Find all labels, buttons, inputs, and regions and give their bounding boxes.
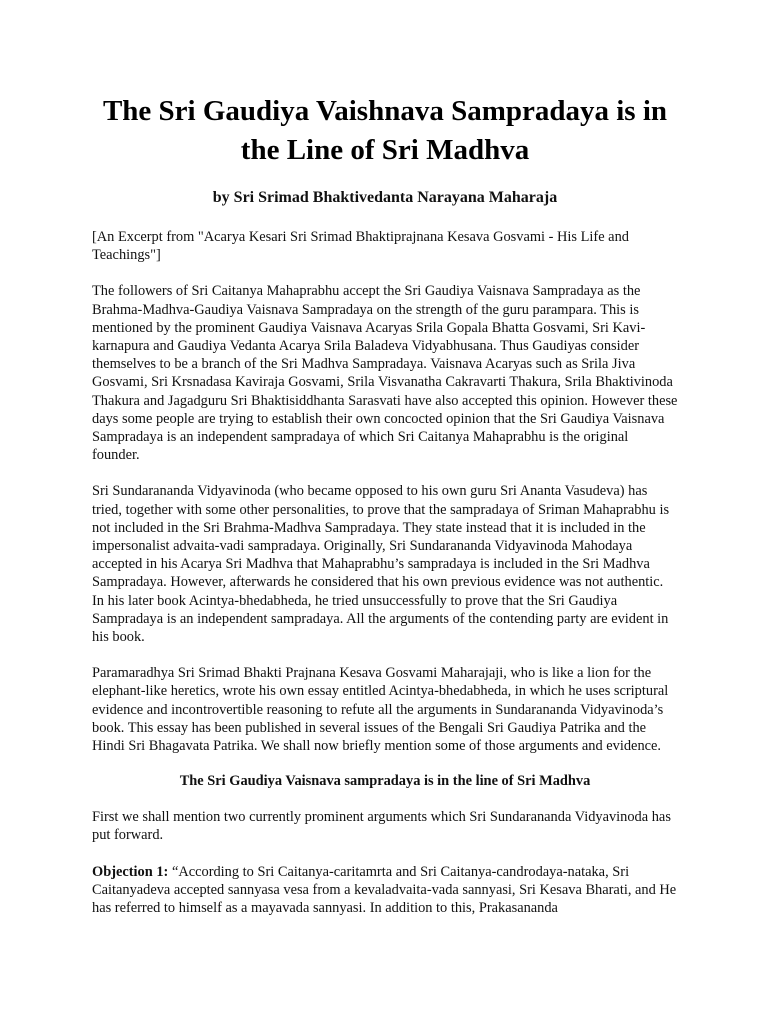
excerpt-note: [An Excerpt from "Acarya Kesari Sri Srimad Bhaktiprajnana Kesava Gosvami - His Life and Teachings"] — [92, 229, 629, 264]
section-intro: First we shall mention two currently prominent arguments which Sri Sundarananda Vidyavinoda has put forward. — [92, 809, 671, 844]
body-paragraph-2: Sri Sundarananda Vidyavinoda (who became opposed to his own guru Sri Ananta Vasudeva) has tried, together with some other personalities, to prove that the sampradaya of Sriman Mahaprabhu is not included in the Sri Brahma-Madhva Sampradaya. They state instead that it is included in the impersonalist advaita-vadi sampradaya. Originally, Sri Sundarananda Vidyavinoda Mahodaya accepted in his Acarya Sri Madhva that Mahaprabhu’s sampradaya is included in the Sri Madhva Sampradaya. However, afterwards he considered that his own previous evidence was not authentic. In his later book Acintya-bhedabheda, he tried unsuccessfully to prove that the Sri Gaudiya Sampradaya is an independent sampradaya. All the arguments of the contending party are evident in his book. — [92, 483, 670, 646]
objection-paragraph — [92, 863, 678, 918]
section-heading: The Sri Gaudiya Vaisnava sampradaya is in the line of Sri Madhva — [179, 773, 591, 790]
body-paragraph-1: The followers of Sri Caitanya Mahaprabhu accept the Sri Gaudiya Vaisnava Sampradaya as the Brahma-Madhva-Gaudiya Vaisnava Sampradaya on the strength of the guru parampara. This is mentioned by the prominent Gaudiya Vaisnava Acaryas Srila Gopala Bhatta Gosvami, Sri Kavi-karnapura and Gaudiya Vedanta Acarya Srila Baladeva Vidyabhusana. Thus Gaudiyas consider themselves to be a branch of the Sri Madhva Sampradaya. Vaisnava Acaryas such as Srila Jiva Gosvami, Sri Krsnadasa Kaviraja Gosvami, Srila Visvanatha Cakravarti Thakura, Srila Bhaktivinoda Thakura and Jagadguru Sri Bhaktisiddhanta Sarasvati have also accepted this opinion. However these days some people are trying to establish their own concocted opinion that the Sri Gaudiya Vaisnava Sampradaya is an independent sampradaya of which Sri Caitanya Mahaprabhu is the original founder. — [92, 283, 678, 464]
body-paragraph-3: Paramaradhya Sri Srimad Bhakti Prajnana Kesava Gosvami Maharajaji, who is like a lion for the elephant-like heretics, wrote his own essay entitled Acintya-bhedabheda, in which he uses scriptural evidence and incontrovertible reasoning to refute all the arguments in Sundarananda Vidyavinoda’s book. This essay has been published in several issues of the Bengali Sri Gaudiya Patrika and the Hindi Sri Bhagavata Patrika. We shall now briefly mention some of those arguments and evidence. — [92, 665, 669, 755]
document-byline: by Sri Srimad Bhaktivedanta Narayana Maharaja — [212, 189, 558, 206]
objection-label: Objection 1: — [92, 863, 169, 880]
objection-text: “According to Sri Caitanya-caritamrta and Sri Caitanya-candrodaya-nataka, Sri Caitanyadeva accepted sannyasa vesa from a kevaladvaita-vada sannyasi, Sri Kesava Bharati, and He has referred to himself as a mayavada sannyasi. In addition to this, Prakasananda — [92, 863, 677, 917]
document-title: The Sri Gaudiya Vaishnava Sampradaya is in the Line of Sri Madhva — [102, 95, 668, 166]
